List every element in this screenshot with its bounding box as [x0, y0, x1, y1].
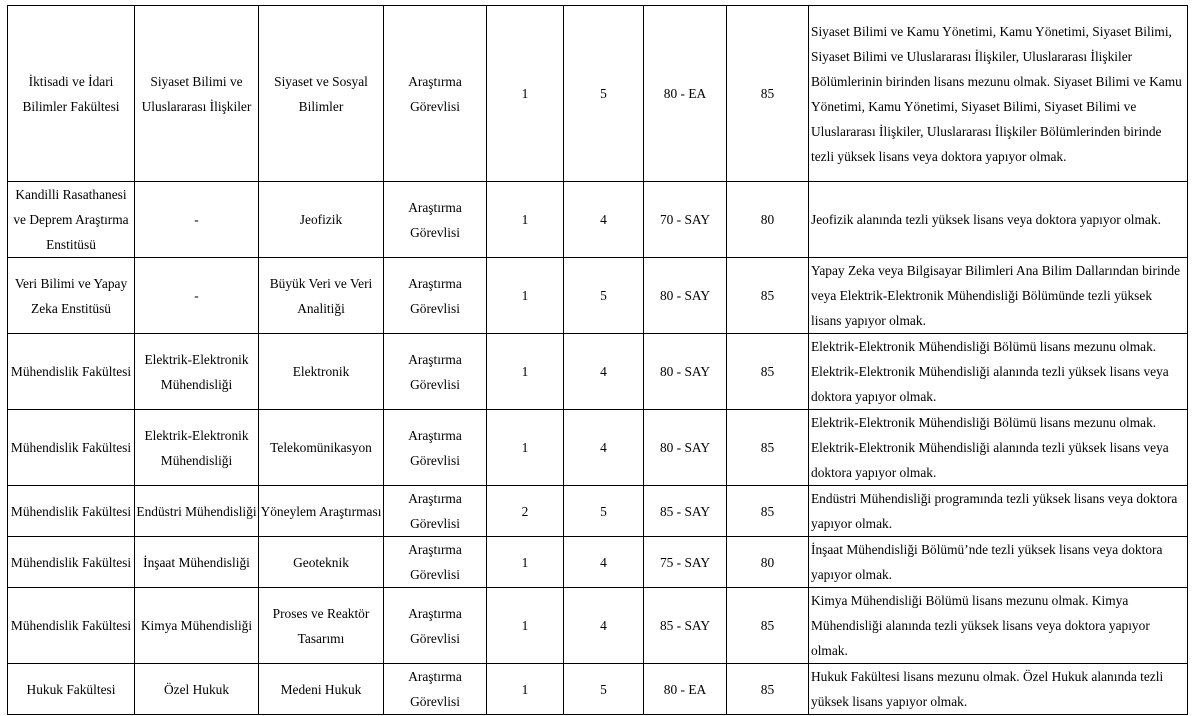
- title-cell: [384, 6, 487, 182]
- language-text: 80: [760, 212, 775, 227]
- table-row: [8, 664, 1188, 715]
- min-count-cell: [564, 588, 644, 664]
- min-count-cell: [564, 182, 644, 258]
- count-text: 1: [521, 86, 529, 101]
- ales-text: 80 - SAY: [659, 288, 711, 303]
- min-count-cell: [564, 258, 644, 334]
- unit-text: İktisadi ve İdari Bilimler Fakültesi: [22, 73, 120, 114]
- title-cell: [384, 486, 487, 537]
- department-cell: [135, 334, 259, 410]
- department-text: İnşaat Mühendisliği: [143, 554, 250, 570]
- department-cell: [135, 486, 259, 537]
- title-text: Araştırma Görevlisi: [408, 542, 462, 582]
- field-cell: [259, 334, 384, 410]
- field-text: Medeni Hukuk: [280, 681, 362, 697]
- title-text: Araştırma Görevlisi: [408, 491, 462, 531]
- requirement-cell: [809, 537, 1188, 588]
- count-text: 2: [521, 503, 529, 519]
- unit-text: Mühendislik Fakültesi: [10, 503, 132, 519]
- unit-cell: [8, 6, 135, 182]
- ales-cell: [644, 588, 727, 664]
- min-count-cell: [564, 410, 644, 486]
- unit-cell: [8, 182, 135, 258]
- field-cell: [259, 537, 384, 588]
- ales-cell: [644, 182, 727, 258]
- ales-text: 80 - SAY: [659, 364, 711, 379]
- unit-text: Veri Bilimi ve Yapay Zeka Enstitüsü: [14, 275, 128, 316]
- requirement-text: Siyaset Bilimi ve Kamu Yönetimi, Kamu Yönetimi, Siyaset Bilimi, Siyaset Bilimi ve Uluslararası İlişkiler, Uluslararası İlişkiler Bölümlerinin birinden lisans mezunu olmak. Siyaset Bilimi ve Kamu Yönetimi, Kamu Yönetimi, Siyaset Bilimi, Siyaset Bilimi ve Uluslararası İlişkiler, Uluslararası İlişkiler Bölümlerinden birinde tezli yüksek lisans veya doktora yapıyor olmak.: [811, 23, 1182, 164]
- min-count-text: 4: [600, 440, 607, 455]
- count-cell: [487, 334, 564, 410]
- unit-text: Mühendislik Fakültesi: [10, 554, 132, 570]
- department-text: Endüstri Mühendisliği: [136, 503, 257, 519]
- requirement-cell: [809, 334, 1188, 410]
- count-cell: [487, 537, 564, 588]
- unit-text: Mühendislik Fakültesi: [10, 618, 132, 633]
- requirement-cell: [809, 182, 1188, 258]
- field-cell: [259, 410, 384, 486]
- table-body: [8, 6, 1188, 715]
- requirement-cell: [809, 664, 1188, 715]
- requirement-text: Hukuk Fakültesi lisans mezunu olmak. Özel Hukuk alanında tezli yüksek lisans yapıyor olmak.: [811, 669, 1164, 709]
- language-text: 85: [760, 618, 775, 633]
- title-cell: [384, 334, 487, 410]
- department-text: Özel Hukuk: [163, 681, 230, 697]
- field-text: Jeofizik: [299, 212, 343, 227]
- min-count-text: 5: [600, 681, 607, 697]
- unit-text: Hukuk Fakültesi: [26, 681, 116, 697]
- field-text: Yöneylem Araştırması: [260, 503, 382, 519]
- field-text: Geoteknik: [293, 554, 349, 570]
- title-text: Araştırma Görevlisi: [408, 73, 462, 114]
- unit-cell: [8, 537, 135, 588]
- requirement-text: Jeofizik alanında tezli yüksek lisans veya doktora yapıyor olmak.: [811, 212, 1161, 227]
- language-text: 80: [760, 554, 775, 570]
- min-count-cell: [564, 486, 644, 537]
- requirement-cell: [809, 486, 1188, 537]
- language-score-cell: [727, 6, 809, 182]
- field-cell: [259, 6, 384, 182]
- department-text: Kimya Mühendisliği: [140, 618, 253, 633]
- title-text: Araştırma Görevlisi: [408, 605, 462, 646]
- table-row: [8, 486, 1188, 537]
- language-score-cell: [727, 182, 809, 258]
- min-count-text: 5: [600, 86, 607, 101]
- min-count-text: 4: [600, 618, 607, 633]
- ales-cell: [644, 486, 727, 537]
- ales-cell: [644, 537, 727, 588]
- ales-text: 80 - SAY: [659, 440, 711, 455]
- title-cell: [384, 410, 487, 486]
- ales-text: 75 - SAY: [659, 554, 711, 570]
- field-text: Proses ve Reaktör Tasarımı: [272, 605, 370, 646]
- min-count-text: 5: [600, 503, 607, 519]
- ales-cell: [644, 6, 727, 182]
- requirement-cell: [809, 6, 1188, 182]
- count-text: 1: [521, 681, 529, 697]
- requirement-cell: [809, 410, 1188, 486]
- table-row: [8, 182, 1188, 258]
- table-row: [8, 258, 1188, 334]
- title-cell: [384, 664, 487, 715]
- title-text: Araştırma Görevlisi: [408, 275, 462, 316]
- unit-text: Kandilli Rasathanesi ve Deprem Araştırma Enstitüsü: [13, 187, 129, 252]
- field-cell: [259, 486, 384, 537]
- unit-text: Mühendislik Fakültesi: [10, 364, 132, 379]
- language-score-cell: [727, 334, 809, 410]
- count-cell: [487, 258, 564, 334]
- department-cell: [135, 182, 259, 258]
- department-cell: [135, 6, 259, 182]
- count-text: 1: [521, 618, 529, 633]
- count-text: 1: [521, 554, 529, 570]
- language-text: 85: [760, 86, 775, 101]
- department-cell: [135, 410, 259, 486]
- department-text: Elektrik-Elektronik Mühendisliği: [144, 351, 249, 392]
- title-cell: [384, 537, 487, 588]
- min-count-cell: [564, 6, 644, 182]
- count-text: 1: [521, 288, 529, 303]
- min-count-cell: [564, 537, 644, 588]
- positions-table: [7, 5, 1188, 715]
- count-text: 1: [521, 212, 529, 227]
- min-count-cell: [564, 334, 644, 410]
- ales-text: 80 - EA: [663, 86, 707, 101]
- min-count-cell: [564, 664, 644, 715]
- field-cell: [259, 182, 384, 258]
- language-score-cell: [727, 410, 809, 486]
- count-cell: [487, 6, 564, 182]
- unit-cell: [8, 334, 135, 410]
- department-text: -: [194, 288, 199, 303]
- language-text: 85: [760, 503, 775, 519]
- requirement-text: Kimya Mühendisliği Bölümü lisans mezunu olmak. Kimya Mühendisliği alanında tezli yüksek lisans veya doktora yapıyor olmak.: [811, 593, 1150, 658]
- department-cell: [135, 588, 259, 664]
- ales-cell: [644, 664, 727, 715]
- unit-cell: [8, 664, 135, 715]
- ales-cell: [644, 258, 727, 334]
- title-cell: [384, 588, 487, 664]
- ales-cell: [644, 410, 727, 486]
- count-text: 1: [521, 440, 529, 455]
- field-cell: [259, 588, 384, 664]
- language-text: 85: [760, 288, 775, 303]
- title-text: Araştırma Görevlisi: [408, 669, 462, 709]
- ales-text: 80 - EA: [663, 681, 707, 697]
- table-row: [8, 588, 1188, 664]
- table-row: [8, 334, 1188, 410]
- min-count-text: 5: [600, 288, 607, 303]
- title-text: Araştırma Görevlisi: [408, 351, 462, 392]
- language-score-cell: [727, 664, 809, 715]
- unit-text: Mühendislik Fakültesi: [10, 440, 132, 455]
- ales-text: 70 - SAY: [659, 212, 711, 227]
- requirement-text: Elektrik-Elektronik Mühendisliği Bölümü lisans mezunu olmak. Elektrik-Elektronik Mühendisliği alanında tezli yüksek lisans veya doktora yapıyor olmak.: [811, 339, 1169, 404]
- field-text: Siyaset ve Sosyal Bilimler: [274, 73, 368, 114]
- department-cell: [135, 537, 259, 588]
- field-cell: [259, 258, 384, 334]
- table-row: [8, 410, 1188, 486]
- title-cell: [384, 258, 487, 334]
- field-text: Telekomünikasyon: [270, 440, 372, 455]
- department-text: Elektrik-Elektronik Mühendisliği: [144, 427, 249, 468]
- language-score-cell: [727, 537, 809, 588]
- language-text: 85: [760, 681, 775, 697]
- ales-text: 85 - SAY: [659, 618, 711, 633]
- requirement-text: Yapay Zeka veya Bilgisayar Bilimleri Ana Bilim Dallarından birinde veya Elektrik-Elektronik Mühendisliği Bölümünde tezli yüksek lisans yapıyor olmak.: [811, 263, 1181, 328]
- department-cell: [135, 664, 259, 715]
- ales-cell: [644, 334, 727, 410]
- unit-cell: [8, 588, 135, 664]
- count-cell: [487, 664, 564, 715]
- count-cell: [487, 588, 564, 664]
- title-text: Araştırma Görevlisi: [408, 427, 462, 468]
- ales-text: 85 - SAY: [659, 503, 711, 519]
- language-text: 85: [760, 440, 775, 455]
- title-cell: [384, 182, 487, 258]
- requirement-text: Elektrik-Elektronik Mühendisliği Bölümü lisans mezunu olmak. Elektrik-Elektronik Mühendisliği alanında tezli yüksek lisans veya doktora yapıyor olmak.: [811, 415, 1169, 480]
- unit-cell: [8, 258, 135, 334]
- table-row: [8, 6, 1188, 182]
- department-text: -: [194, 212, 199, 227]
- field-text: Elektronik: [292, 364, 350, 379]
- department-cell: [135, 258, 259, 334]
- min-count-text: 4: [600, 554, 607, 570]
- title-text: Araştırma Görevlisi: [408, 199, 462, 240]
- field-text: Büyük Veri ve Veri Analitiği: [269, 275, 373, 316]
- count-cell: [487, 486, 564, 537]
- count-cell: [487, 182, 564, 258]
- language-score-cell: [727, 486, 809, 537]
- min-count-text: 4: [600, 364, 607, 379]
- requirement-text: Endüstri Mühendisliği programında tezli yüksek lisans veya doktora yapıyor olmak.: [811, 491, 1178, 531]
- count-cell: [487, 410, 564, 486]
- requirement-cell: [809, 588, 1188, 664]
- table-row: [8, 537, 1188, 588]
- language-score-cell: [727, 258, 809, 334]
- unit-cell: [8, 486, 135, 537]
- count-text: 1: [521, 364, 529, 379]
- requirement-cell: [809, 258, 1188, 334]
- language-score-cell: [727, 588, 809, 664]
- min-count-text: 4: [600, 212, 607, 227]
- field-cell: [259, 664, 384, 715]
- unit-cell: [8, 410, 135, 486]
- requirement-text: İnşaat Mühendisliği Bölümü’nde tezli yüksek lisans veya doktora yapıyor olmak.: [811, 542, 1163, 582]
- language-text: 85: [760, 364, 775, 379]
- department-text: Siyaset Bilimi ve Uluslararası İlişkiler: [141, 73, 252, 114]
